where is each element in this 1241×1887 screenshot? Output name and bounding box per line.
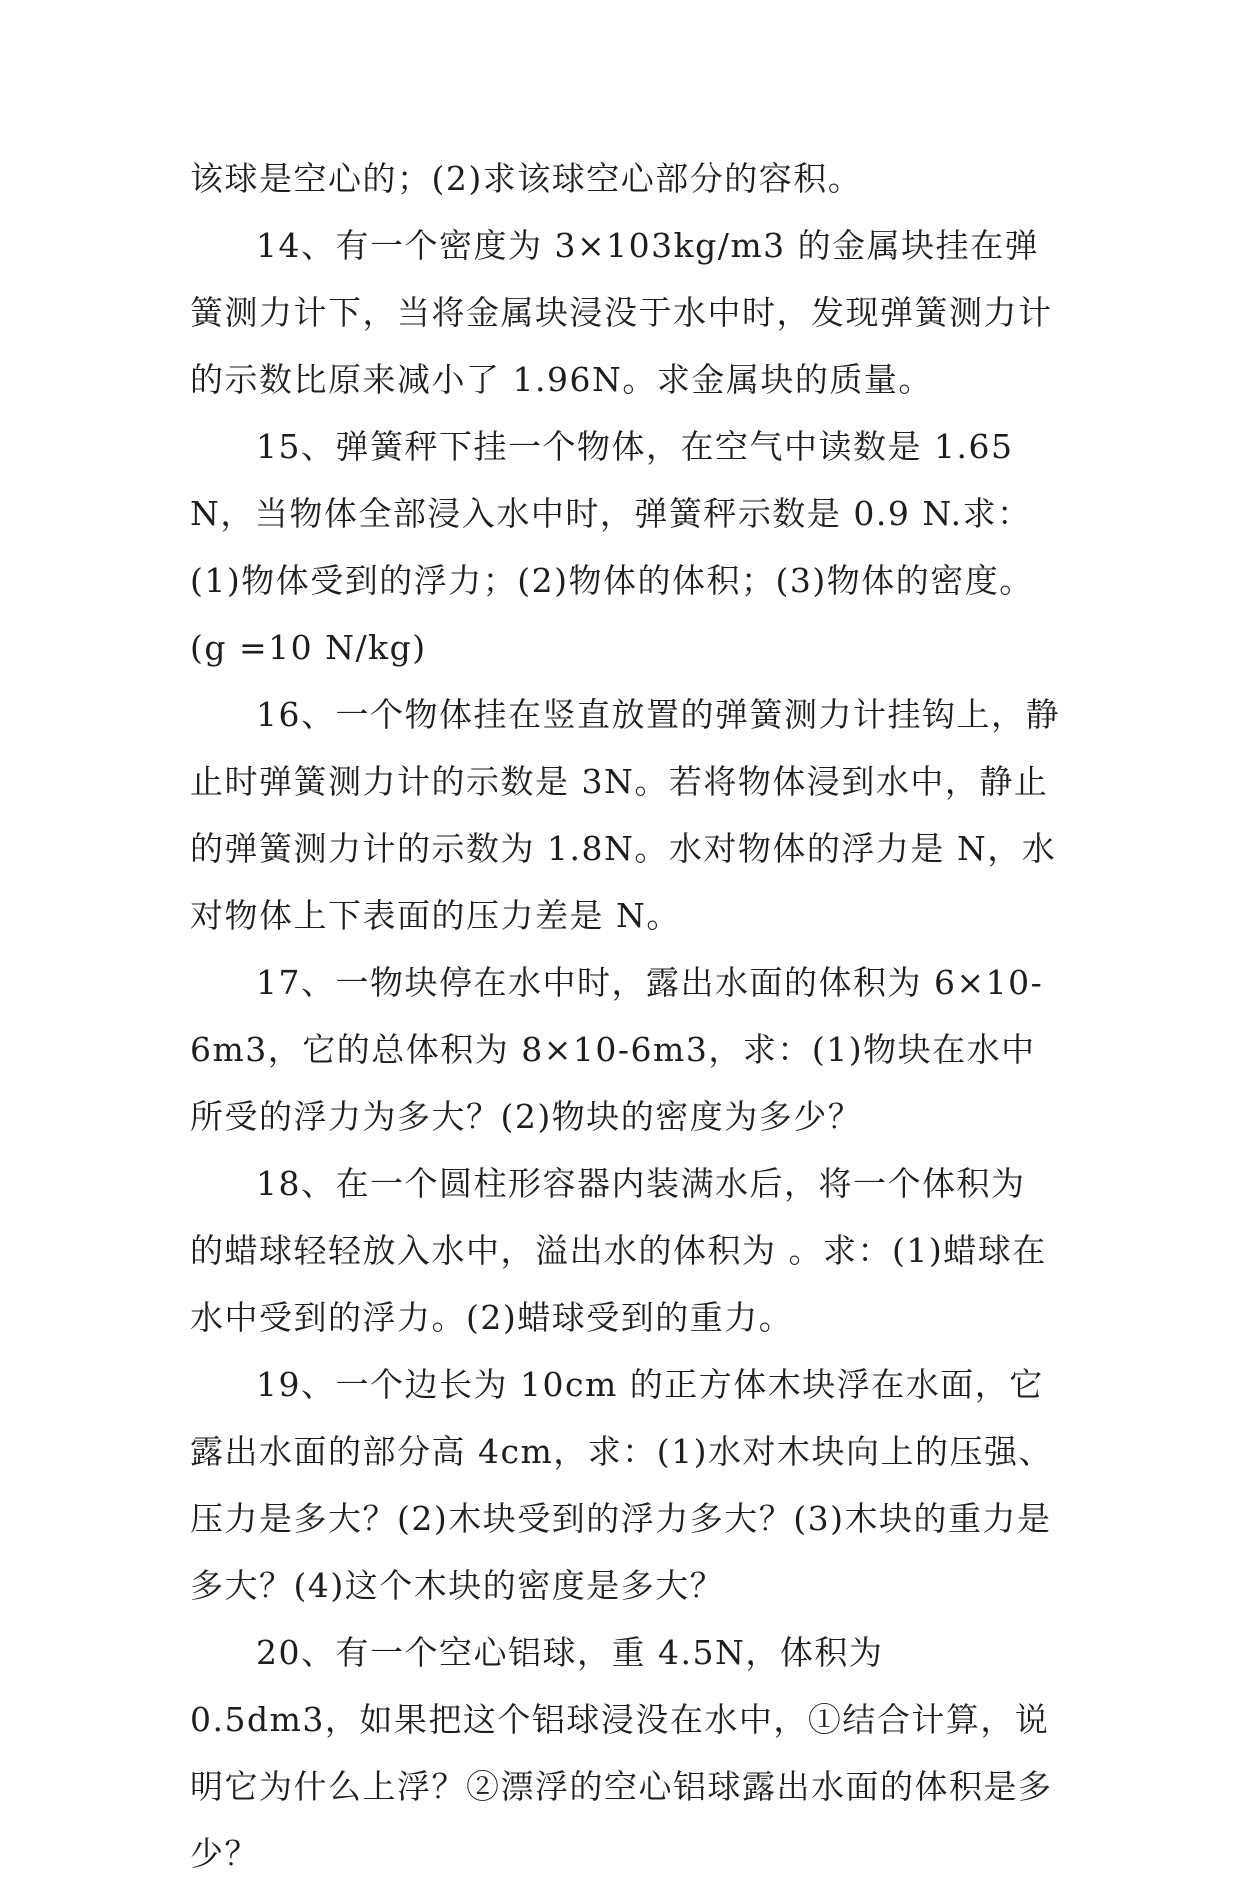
- question-15: 15、弹簧秤下挂一个物体，在空气中读数是 1.65 N，当物体全部浸入水中时，弹簧秤示数是 0.9 N.求：(1)物体受到的浮力；(2)物体的体积；(3)物体的密度。(g =10 N/kg): [190, 427, 1034, 667]
- question-16: 16、一个物体挂在竖直放置的弹簧测力计挂钩上，静止时弹簧测力计的示数是 3N。若将物体浸到水中，静止的弹簧测力计的示数为 1.8N。水对物体的浮力是 N，水对物体上下表面的压力差是 N。: [190, 695, 1060, 935]
- question-20: 20、有一个空心铝球，重 4.5N，体积为 0.5dm3，如果把这个铝球浸没在水中，①结合计算，说明它为什么上浮？②漂浮的空心铝球露出水面的体积是多少？: [190, 1633, 1053, 1873]
- question-18: 18、在一个圆柱形容器内装满水后，将一个体积为 的蜡球轻轻放入水中，溢出水的体积为 。求：(1)蜡球在水中受到的浮力。(2)蜡球受到的重力。: [190, 1164, 1047, 1337]
- paragraph-continuation: 该球是空心的；(2)求该球空心部分的容积。: [190, 159, 863, 198]
- document-body: [190, 145, 1060, 1887]
- question-14: 14、有一个密度为 3×103kg/m3 的金属块挂在弹簧测力计下，当将金属块浸没于水中时，发现弹簧测力计的示数比原来减小了 1.96N。求金属块的质量。: [190, 226, 1053, 399]
- question-19: 19、一个边长为 10cm 的正方体木块浮在水面，它露出水面的部分高 4cm，求：(1)水对木块向上的压强、压力是多大？(2)木块受到的浮力多大？(3)木块的重力是多大？(4)这个木块的密度是多大？: [190, 1365, 1054, 1605]
- question-17: 17、一物块停在水中时，露出水面的体积为 6×10-6m3，它的总体积为 8×10-6m3，求：(1)物块在水中所受的浮力为多大？(2)物块的密度为多少？: [190, 963, 1044, 1136]
